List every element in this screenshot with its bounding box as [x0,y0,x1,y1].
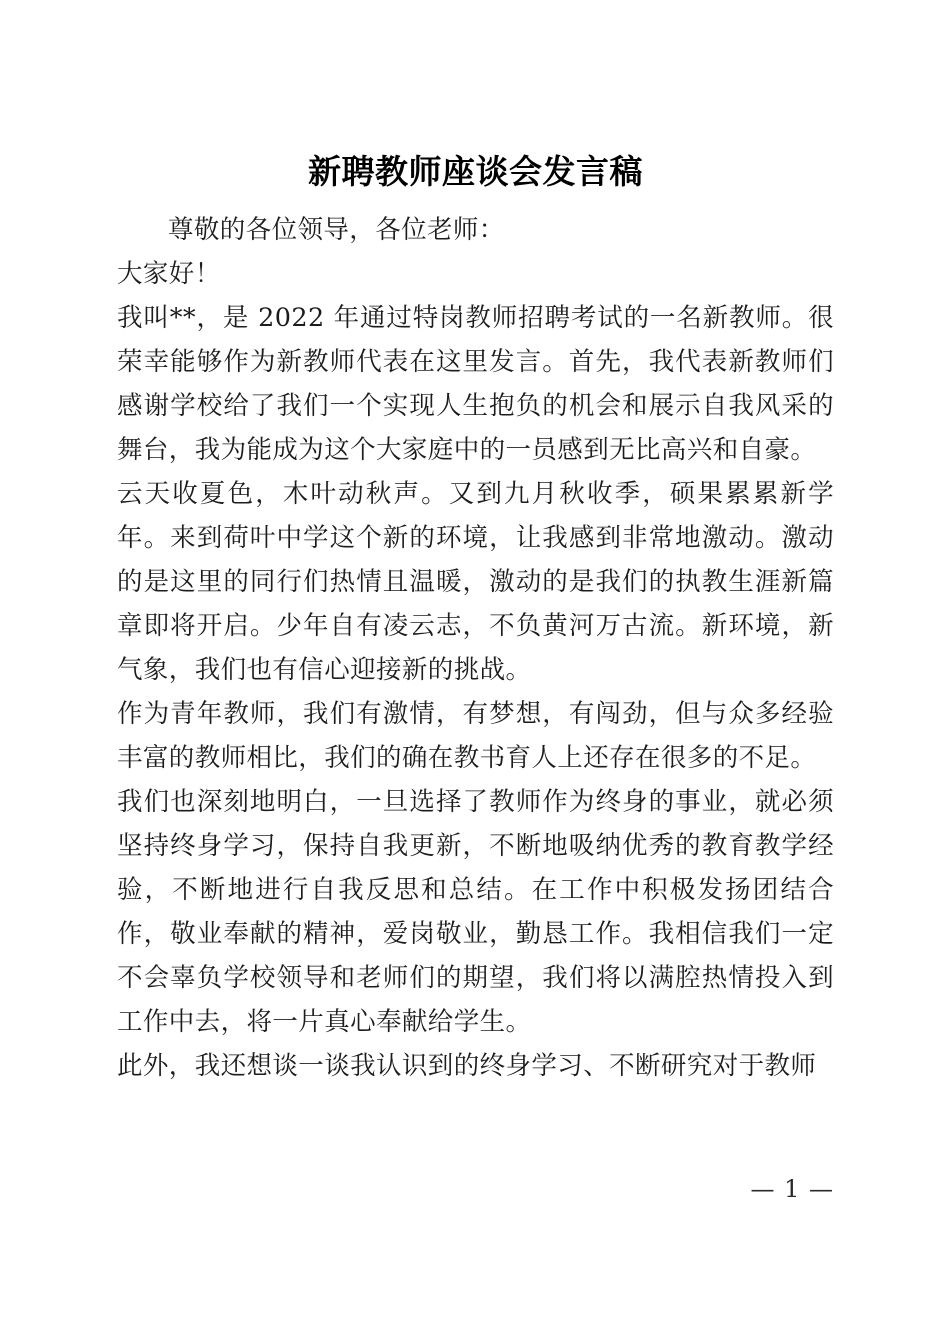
paragraph-greeting: 大家好！ [117,259,221,289]
paragraph-lifelong-learning: 我们也深刻地明白，一旦选择了教师作为终身的事业，就必须坚持终身学习，保持自我更新，不断地吸纳优秀的教育教学经验，不断地进行自我反思和总结。在工作中积极发扬团结合作，敬业奉献的精神，爱岗敬业，勤恳工作。我相信我们一定不会辜负学校领导和老师们的期望，我们将以满腔热情投入到工作中去，将一片真心奉献给学生。 [117,787,834,1037]
paragraph-intro: 我叫**，是 2022 年通过特岗教师招聘考试的一名新教师。很荣幸能够作为新教师代表在这里发言。首先，我代表新教师们感谢学校给了我们一个实现人生抱负的机会和展示自我风采的舞台，我为能成为这个大家庭中的一员感到无比高兴和自豪。 [117,303,834,465]
page-number-footer: — 1 — [750,1175,834,1203]
page-title: 新聘教师座谈会发言稿 [308,152,643,191]
paragraph-autumn: 云天收夏色，木叶动秋声。又到九月秋收季，硕果累累新学年。来到荷叶中学这个新的环境，让我感到非常地激动。激动的是这里的同行们热情且温暖，激动的是我们的执教生涯新篇章即将开启。少年自有凌云志，不负黄河万古流。新环境，新气象，我们也有信心迎接新的挑战。 [117,479,834,685]
paragraph-further-remarks: 此外，我还想谈一谈我认识到的终身学习、不断研究对于教师 [117,1051,817,1081]
paragraph-salutation: 尊敬的各位领导，各位老师： [168,215,505,245]
document-body [117,150,834,1088]
paragraph-young-teachers: 作为青年教师，我们有激情，有梦想，有闯劲，但与众多经验丰富的教师相比，我们的确在教书育人上还存在很多的不足。 [117,699,834,773]
